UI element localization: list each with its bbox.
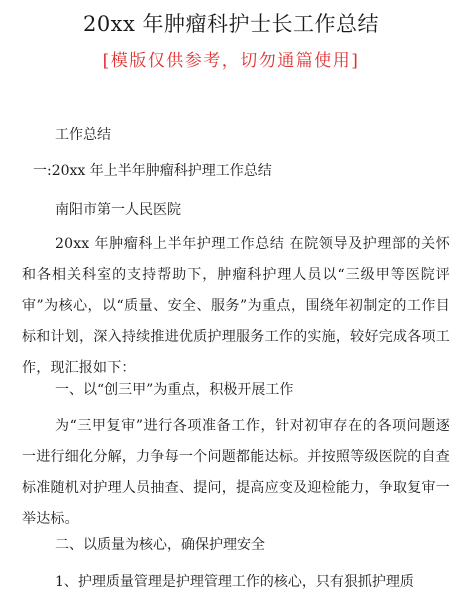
section-one-heading: 一、以“创三甲”为重点，积极开展工作 bbox=[55, 382, 294, 398]
intro-paragraph: 20xx 年肿瘤科上半年护理工作总结 在院领导及护理部的关怀和各相关科室的支持帮助下，肿瘤科护理人员以“三级甲等医院评审”为核心，以“质量、安全、服务”为重点，围绕年初制定的工作目标和计划，深入持续推进优质护理服务工作的实施，较好完成各项工作，现汇报如下： bbox=[22, 236, 450, 376]
template-disclaimer: [模版仅供参考，切勿通篇使用] bbox=[102, 51, 360, 71]
heading-work-summary: 工作总结 bbox=[55, 127, 111, 143]
heading-part-one: 一:20xx 年上半年肿瘤科护理工作总结 bbox=[33, 163, 272, 179]
section-two-heading: 二、以质量为核心，确保护理安全 bbox=[55, 537, 265, 553]
document-title: 20xx 年肿瘤科护士长工作总结 bbox=[82, 12, 380, 36]
section-two-item-one: 1、护理质量管理是护理管理工作的核心，只有狠抓护理质 bbox=[55, 574, 414, 590]
hospital-name: 南阳市第一人民医院 bbox=[55, 202, 181, 218]
section-one-paragraph: 为“三甲复审”进行各项准备工作，针对初审存在的各项问题逐一进行细化分解，力争每一个问题都能达标。并按照等级医院的自查标准随机对护理人员抽查、提问，提高应变及迎检能力，争取复审一举达标。 bbox=[22, 418, 450, 527]
